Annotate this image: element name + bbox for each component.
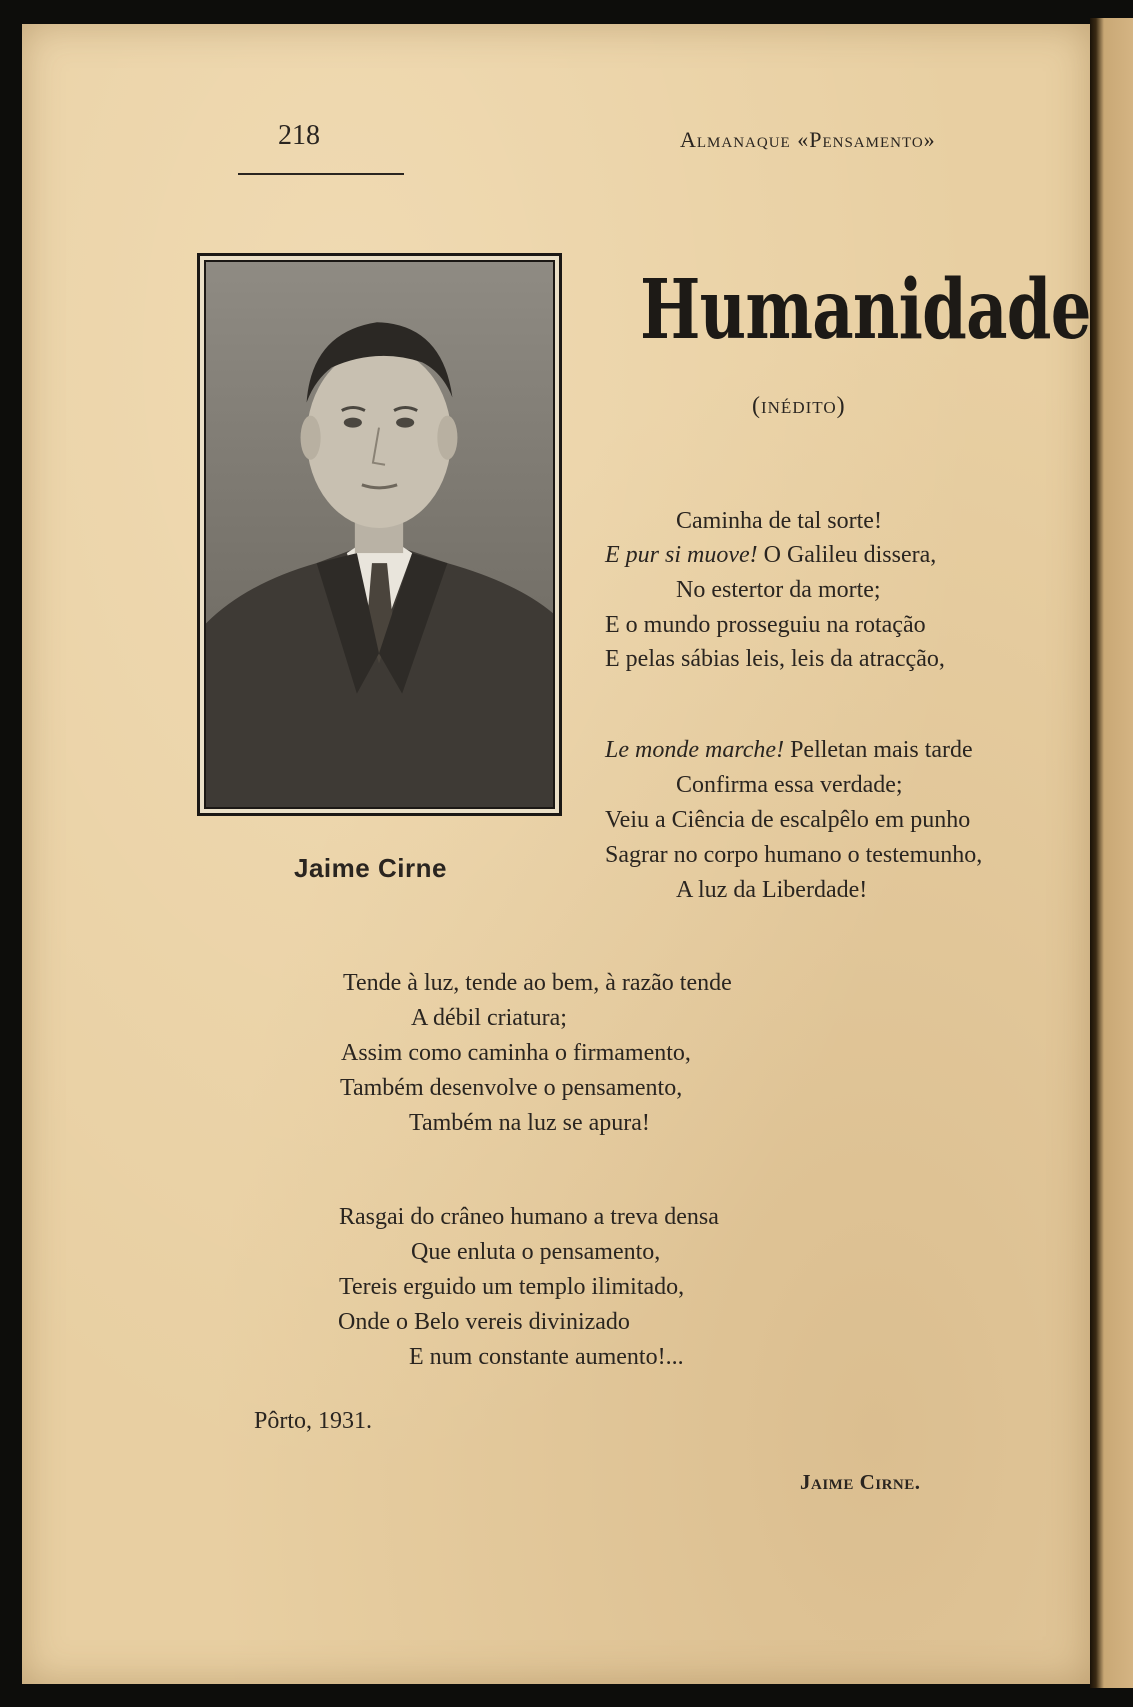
stanza2-line1-quote: Le monde marche! <box>605 737 785 763</box>
stanza1-line2-quote: E pur si muove! <box>605 542 758 568</box>
author-signature: Jaime Cirne. <box>800 1470 921 1494</box>
stanza2-line4: Sagrar no corpo humano o testemunho, <box>605 842 983 868</box>
stanza1-line1: Caminha de tal sorte! <box>676 508 882 534</box>
poem-subtitle: (inédito) <box>752 393 846 419</box>
stanza4-line4: Onde o Belo vereis divinizado <box>338 1309 630 1335</box>
stanza3-line5: Também na luz se apura! <box>409 1110 650 1136</box>
stanza3-line1: Tende à luz, tende ao bem, à razão tende <box>343 970 732 996</box>
portrait-figure <box>206 262 553 807</box>
stanza1-line4: E o mundo prosseguiu na rotação <box>605 612 926 638</box>
adjacent-page-edge <box>1090 18 1133 1688</box>
stanza1-line3: No estertor da morte; <box>676 577 881 603</box>
stanza2-line1: Le monde marche! Pelletan mais tarde <box>605 737 973 763</box>
stanza3-line2: A débil criatura; <box>411 1005 567 1031</box>
page-number: 218 <box>278 120 320 151</box>
stanza4-line2: Que enluta o pensamento, <box>411 1239 661 1265</box>
stanza2-line2: Confirma essa verdade; <box>676 772 903 798</box>
stanza1-line5: E pelas sábias leis, leis da atracção, <box>605 646 945 672</box>
stanza2-line3: Veiu a Ciência de escalpêlo em punho <box>605 807 971 833</box>
poem-title: Humanidade <box>640 262 1091 358</box>
page-number-rule <box>238 173 404 175</box>
portrait-frame <box>197 253 562 816</box>
stanza1-line2: E pur si muove! O Galileu dissera, <box>605 542 937 568</box>
place-date: Pôrto, 1931. <box>254 1408 373 1434</box>
stanza4-line3: Tereis erguido um templo ilimitado, <box>339 1274 685 1300</box>
portrait-photo <box>204 260 555 809</box>
portrait-caption: Jaime Cirne <box>294 853 447 883</box>
stanza4-line1: Rasgai do crâneo humano a treva densa <box>339 1204 719 1230</box>
stanza4-line5: E num constante aumento!... <box>409 1344 684 1370</box>
stanza3-line3: Assim como caminha o firmamento, <box>341 1040 691 1066</box>
stanza2-line5: A luz da Liberdade! <box>676 877 868 903</box>
stanza3-line4: Também desenvolve o pensamento, <box>340 1075 683 1101</box>
running-title: Almanaque «Pensamento» <box>680 127 936 152</box>
